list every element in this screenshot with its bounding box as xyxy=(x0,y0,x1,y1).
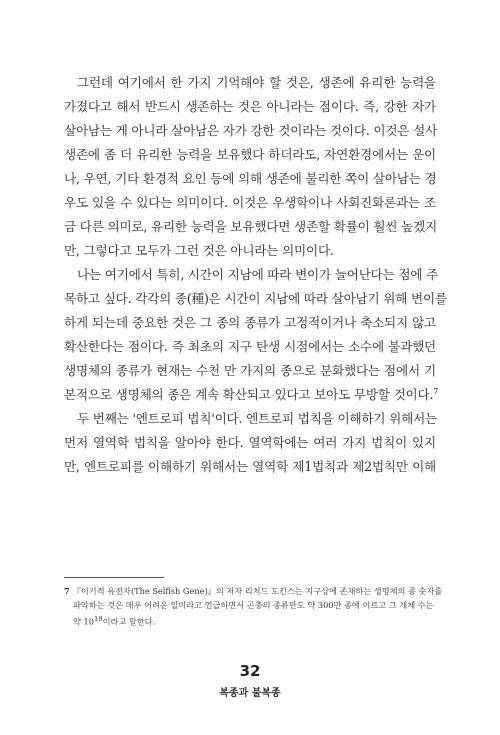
footnote-number: 7 xyxy=(64,586,70,596)
running-title: 복종과 불복종 xyxy=(219,688,281,699)
footnote-line: 파악하는 것은 매우 어려운 일이라고 언급하면서 곤충의 종류만도 약 300만 종에 이르고 그 개체 수는 xyxy=(73,600,434,610)
footnote-text: 약 10 xyxy=(73,616,94,627)
text-line: 만, 엔트로피를 이해하기 위해서는 열역학 제1법칙과 제2법칙만 이해 xyxy=(64,459,436,474)
text-line: 먼저 열역학 법칙을 알아야 한다. 열역학에는 여러 가지 법칙이 있지 xyxy=(64,435,436,450)
text-line: 가졌다고 해서 반드시 생존하는 것은 아니라는 점이다. 즉, 강한 자가 xyxy=(64,99,436,114)
footnote xyxy=(64,584,443,629)
text-line: 생명체의 종류가 현재는 수천 만 가지의 종으로 분화했다는 점에서 기 xyxy=(64,363,436,378)
text-line: 나, 우연, 기타 환경적 요인 등에 의해 생존에 불리한 쪽이 살아남는 경 xyxy=(64,171,437,186)
text-line: 우도 있을 수 있다는 의미이다. 이것은 우생학이나 사회진화론과는 조 xyxy=(64,195,436,210)
text-line: 살아남는 게 아니라 살아남은 자가 강한 것이라는 것이다. 이것은 설사 xyxy=(64,123,438,138)
footnote-text: 『이기적 유전자(The Selfish Gene)』의 저자 리처드 도킨스는 지구상에 존재하는 생명체의 종 숫자를 xyxy=(72,586,443,596)
text-line: 그런데 여기에서 한 가지 기억해야 할 것은, 생존에 유리한 능력을 xyxy=(77,75,436,90)
text-line: 금 다른 의미로, 유리한 능력을 보유했다면 생존할 확률이 훨씬 높겠지 xyxy=(64,219,438,234)
footnote-text: 이라고 말한다. xyxy=(102,616,156,627)
text-line: 생존에 좀 더 유리한 능력을 보유했다 하더라도, 자연환경에서는 운이 xyxy=(64,147,436,162)
footnote-reference: 7 xyxy=(433,386,439,396)
page-number: 32 xyxy=(239,662,261,680)
text-line-with-footnote xyxy=(64,385,438,405)
footnote-exponent: 18 xyxy=(93,615,103,623)
text-line: 하게 되는데 중요한 것은 그 종의 종류가 고정적이거나 축소되지 않고 xyxy=(64,315,436,330)
text-line: 만, 그렇다고 모두가 그런 것은 아니라는 의미이다. xyxy=(64,243,334,258)
footnote-line xyxy=(64,584,443,598)
text-line: 확산한다는 점이다. 즉 최초의 지구 탄생 시점에서는 소수에 불과했던 xyxy=(64,339,436,354)
text-line: 목하고 싶다. 각각의 종(種)은 시간이 지남에 따라 살아남기 위해 변이를 xyxy=(64,291,447,306)
text-line: 두 번째는 '엔트로피 법칙'이다. 엔트로피 법칙을 이해하기 위해서는 xyxy=(77,411,438,426)
footnote-divider xyxy=(64,577,164,578)
text-line: 나는 여기에서 특히, 시간이 지남에 따라 변이가 늘어난다는 점에 주 xyxy=(77,267,439,282)
footnote-line xyxy=(64,612,436,629)
text-line-content: 본적으로 생명체의 종은 계속 확산되고 있다고 보아도 무방할 것이다. xyxy=(64,387,434,402)
